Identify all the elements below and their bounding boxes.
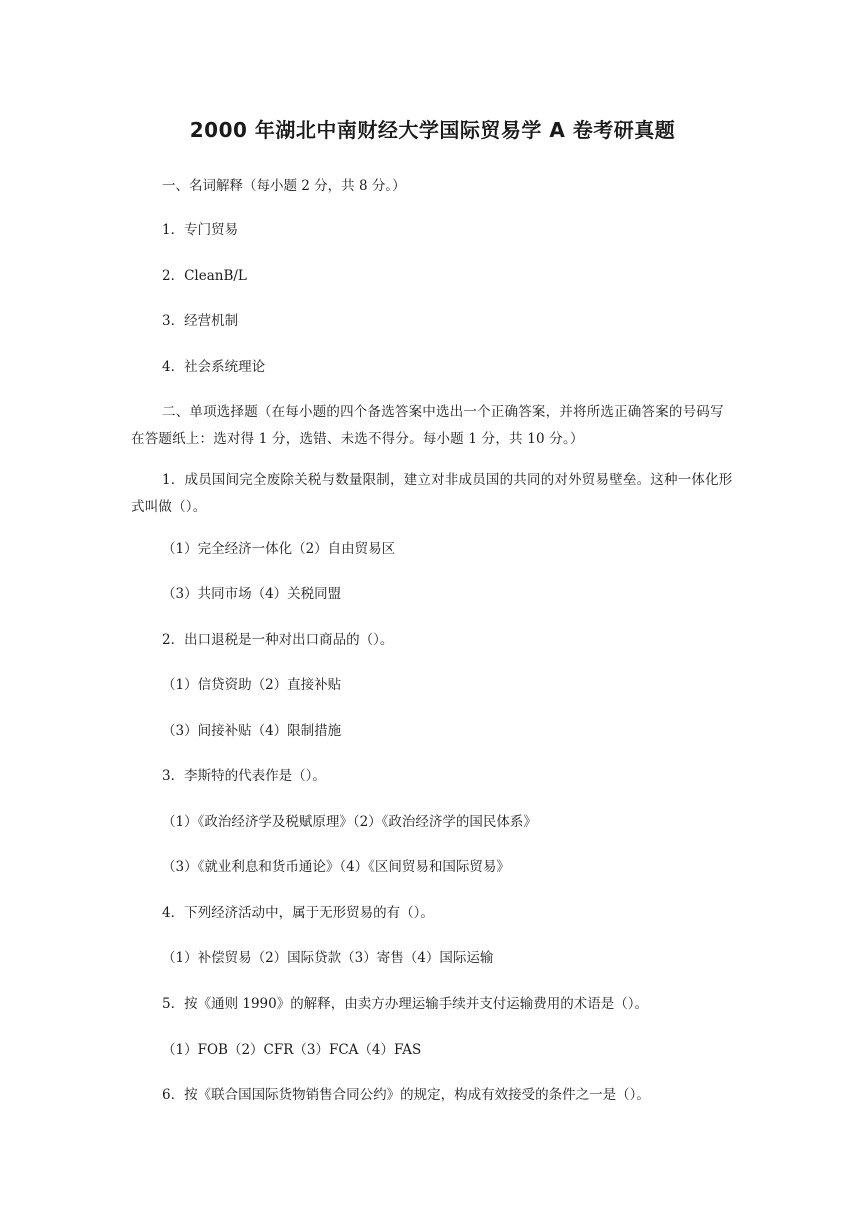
section1-item-2: 2．CleanB/L [162, 268, 247, 284]
question-1-options-a: （1）完全经济一体化（2）自由贸易区 [162, 541, 396, 557]
question-4: 4．下列经济活动中，属于无形贸易的有（）。 [162, 905, 434, 921]
question-2-options-b: （3）间接补贴（4）限制措施 [162, 723, 342, 739]
section1-item-4: 4．社会系统理论 [162, 359, 266, 375]
question-2: 2．出口退税是一种对出口商品的（）。 [162, 632, 394, 648]
section1-item-3: 3．经营机制 [162, 313, 239, 329]
question-4-options: （1）补偿贸易（2）国际贷款（3）寄售（4）国际运输 [162, 950, 494, 966]
section1-item-1: 1．专门贸易 [162, 222, 239, 238]
question-5-options: （1）FOB（2）CFR（3）FCA（4）FAS [162, 1042, 422, 1058]
question-6: 6．按《联合国国际货物销售合同公约》的规定，构成有效接受的条件之一是（）。 [162, 1087, 650, 1103]
document-title: 2000 年湖北中南财经大学国际贸易学 A 卷考研真题 [189, 118, 676, 142]
question-3-options-a: （1）《政治经济学及税赋原理》（2）《政治经济学的国民体系》 [162, 814, 537, 830]
question-1: 1．成员国间完全废除关税与数量限制，建立对非成员国的共同的对外贸易壁垒。这种一体化形式叫做（）。 [131, 472, 733, 515]
section2-heading: 二、单项选择题（在每小题的四个备选答案中选出一个正确答案，并将所选正确答案的号码写在答题纸上：选对得 1 分，选错、未选不得分。每小题 1 分，共 10 分。） [131, 404, 724, 447]
section1-heading: 一、名词解释（每小题 2 分，共 8 分。） [162, 178, 406, 194]
question-1-options-b: （3）共同市场（4）关税同盟 [162, 586, 342, 602]
question-5: 5．按《通则 1990》的解释，由卖方办理运输手续并支付运输费用的术语是（）。 [162, 996, 648, 1012]
question-3-options-b: （3）《就业利息和货币通论》（4）《区间贸易和国际贸易》 [162, 859, 510, 875]
question-3: 3．李斯特的代表作是（）。 [162, 768, 326, 784]
question-2-options-a: （1）信贷资助（2）直接补贴 [162, 677, 342, 693]
